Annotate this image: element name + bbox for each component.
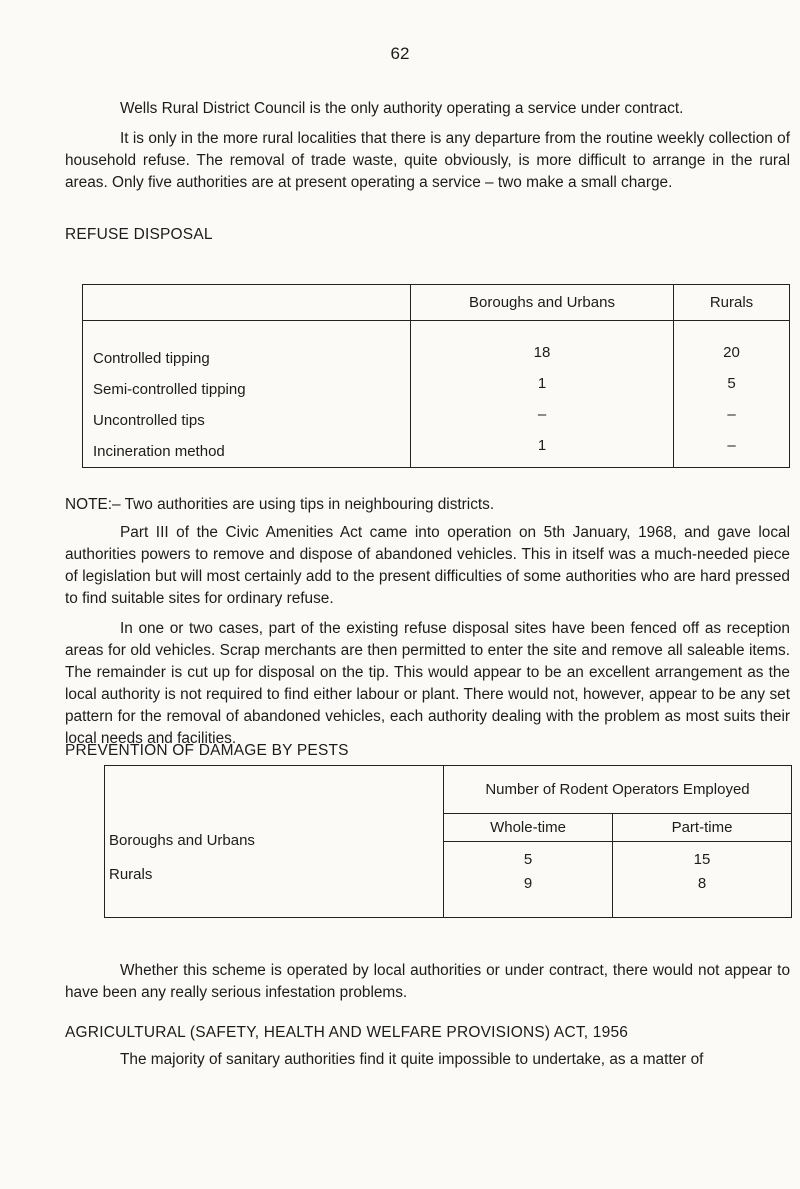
page-number: 62 (390, 44, 410, 63)
refuse-disposal-table (82, 284, 790, 468)
table-row-label: Boroughs and Urbans (109, 832, 255, 849)
refuse-rurals-cell (674, 321, 790, 468)
paragraph-wells: Wells Rural District Council is the only authority operating a service under contract. (120, 100, 684, 117)
table-cell-value: 1 (537, 437, 547, 454)
table-header-blank (83, 285, 411, 321)
pests-whole-time-cell (444, 842, 613, 918)
heading-pests: PREVENTION OF DAMAGE BY PESTS (65, 742, 349, 759)
table-row-label: Controlled tipping (93, 350, 210, 367)
paragraph-scrap-merchants: In one or two cases, part of the existing refuse disposal sites have been fenced off as reception areas for old vehicles. Scrap merchants are then permitted to enter the site and remove all saleable items. The remainder is cut up for disposal on the tip. This would appear to be an excellent arrangement as the local authority is not required to find either labour or plant. There would not, however, appear to be any set pattern for the removal of abandoned vehicles, each authority dealing with the problem as most suits their local needs and facilities. (65, 620, 790, 747)
table-header-part-time: Part-time (613, 814, 792, 842)
table-cell-value: – (727, 437, 736, 454)
pests-part-time-cell (613, 842, 792, 918)
table-row-label: Semi-controlled tipping (93, 381, 246, 398)
table-cell-value: 1 (537, 375, 547, 392)
refuse-labels-cell (83, 321, 411, 468)
paragraph-majority: The majority of sanitary authorities find it quite impossible to undertake, as a matter of (120, 1051, 704, 1068)
pests-labels-cell (105, 766, 444, 918)
refuse-boroughs-cell (411, 321, 674, 468)
table-cell-value: – (727, 406, 736, 423)
paragraph-rural-collection: It is only in the more rural localities that there is any departure from the routine weekly collection of household refuse. The removal of trade waste, quite obviously, is more difficult to arrange in the rural areas. Only five authorities are at present operating a service – two make a small charge. (65, 130, 790, 191)
table-cell-value: 9 (523, 875, 533, 892)
table-row-label: Uncontrolled tips (93, 412, 205, 429)
paragraph-infestation: Whether this scheme is operated by local authorities or under contract, there would not appear to have been any really serious infestation problems. (65, 962, 790, 1001)
table-cell-value: 8 (697, 875, 707, 892)
rodent-operators-table (104, 765, 792, 918)
table-cell-value: 5 (727, 375, 736, 392)
table-cell-value: 20 (723, 344, 740, 361)
table-row-label: Incineration method (93, 443, 225, 460)
note-neighbouring-tips: NOTE:– Two authorities are using tips in neighbouring districts. (65, 496, 495, 513)
heading-refuse-disposal: REFUSE DISPOSAL (65, 226, 213, 243)
table-cell-value: – (537, 406, 547, 423)
table-header-boroughs: Boroughs and Urbans (411, 285, 674, 321)
heading-agricultural-act: AGRICULTURAL (SAFETY, HEALTH AND WELFARE PROVISIONS) ACT, 1956 (65, 1024, 629, 1041)
table-cell-value: 15 (693, 851, 711, 868)
table-cell-value: 5 (523, 851, 533, 868)
table-cell-value: 18 (533, 344, 551, 361)
paragraph-civic-amenities: Part III of the Civic Amenities Act came into operation on 5th January, 1968, and gave local authorities powers to remove and dispose of abandoned vehicles. This in itself was a much-needed piece of legislation but will most certainly add to the present difficulties of some authorities who are hard pressed to find suitable sites for ordinary refuse. (65, 524, 790, 607)
table-header-whole-time: Whole-time (444, 814, 613, 842)
table-header-rodent-operators: Number of Rodent Operators Employed (444, 766, 792, 814)
table-row-label: Rurals (109, 866, 153, 883)
table-header-rurals: Rurals (674, 285, 790, 321)
